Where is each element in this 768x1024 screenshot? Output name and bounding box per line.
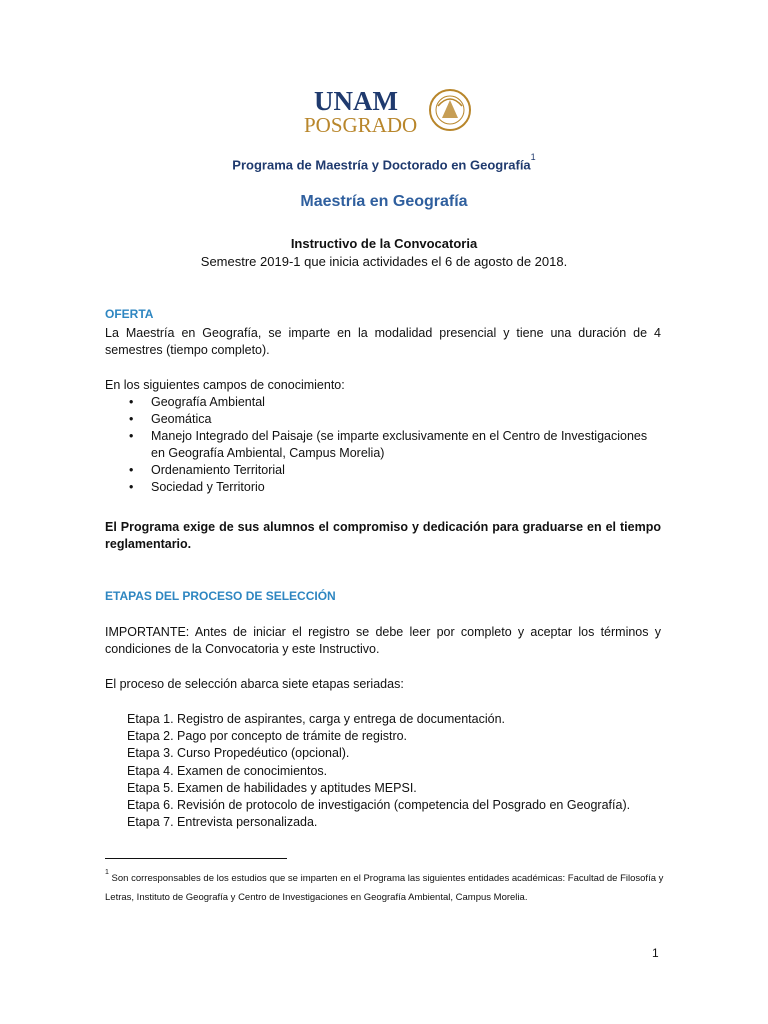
list-item	[105, 411, 661, 428]
campo-label: Manejo Integrado del Paisaje (se imparte exclusivamente en el Centro de Investigaciones en Geografía Ambiental, Campus Morelia)	[151, 429, 648, 460]
unam-posgrado-logo	[302, 84, 472, 140]
page-number: 1	[652, 946, 659, 960]
list-item	[105, 462, 661, 479]
bullet-icon: •	[129, 480, 134, 494]
list-item: Etapa 2. Pago por concepto de trámite de registro.	[127, 729, 408, 744]
list-item: Etapa 1. Registro de aspirantes, carga y entrega de documentación.	[127, 712, 506, 726]
etapas-list	[127, 711, 667, 831]
bullet-icon: •	[129, 429, 134, 443]
degree-title: Maestría en Geografía	[300, 193, 468, 210]
logo-graphic	[302, 84, 472, 140]
list-item	[105, 428, 661, 462]
bullet-icon: •	[129, 412, 134, 426]
list-item: Etapa 7. Entrevista personalizada.	[127, 815, 318, 830]
semester-line: Semestre 2019-1 que inicia actividades el 6 de agosto de 2018.	[200, 254, 568, 269]
campos-intro: En los siguientes campos de conocimiento:	[105, 378, 345, 392]
campo-label: Geografía Ambiental	[151, 395, 265, 409]
oferta-paragraph: La Maestría en Geografía, se imparte en la modalidad presencial y tiene una duración de 4 semestres (tiempo completo).	[105, 326, 661, 357]
bullet-icon: •	[129, 395, 134, 409]
importante-paragraph	[105, 624, 661, 658]
footnote-text: Son corresponsables de los estudios que se imparten en el Programa las siguientes entidades académicas: Facultad de Filosofía y Letras, Instituto de Geografía y Centro de Investigaciones en Geografía Ambiental, Campus Morelia.	[105, 873, 664, 904]
list-item	[105, 394, 661, 411]
compromiso-paragraph: El Programa exige de sus alumnos el compromiso y dedicación para graduarse en el tiempo reglamentario.	[105, 520, 661, 551]
program-title	[0, 152, 768, 173]
list-item	[105, 479, 661, 496]
campos-list	[105, 394, 661, 496]
logo-line1: UNAM	[314, 86, 398, 116]
list-item: Etapa 5. Examen de habilidades y aptitudes MEPSI.	[127, 780, 417, 795]
footnote-mark: 1	[105, 869, 109, 876]
list-item: Etapa 3. Curso Propedéutico (opcional).	[127, 746, 350, 761]
instructivo-title: Instructivo de la Convocatoria	[290, 236, 478, 251]
program-footnote-mark: 1	[530, 152, 536, 162]
unam-seal-icon	[430, 90, 470, 130]
logo-line2: POSGRADO	[304, 113, 418, 137]
campo-label: Geomática	[151, 412, 212, 426]
program-title-text: Programa de Maestría y Doctorado en Geografía	[232, 157, 531, 173]
footnote	[105, 866, 665, 907]
importante-text: Antes de iniciar el registro se debe leer por completo y aceptar los términos y condiciones de la Convocatoria y este Instructivo.	[105, 625, 661, 656]
campo-label: Sociedad y Territorio	[151, 480, 265, 494]
campo-label: Ordenamiento Territorial	[151, 463, 285, 477]
list-item: Etapa 4. Examen de conocimientos.	[127, 763, 328, 778]
etapas-intro: El proceso de selección abarca siete etapas seriadas:	[105, 677, 404, 691]
etapas-heading: ETAPAS DEL PROCESO DE SELECCIÓN	[105, 589, 336, 603]
footnote-divider	[105, 858, 287, 859]
oferta-heading: OFERTA	[105, 307, 154, 321]
list-item: Etapa 6. Revisión de protocolo de investigación (competencia del Posgrado en Geografía).	[127, 798, 631, 813]
bullet-icon: •	[129, 463, 134, 477]
importante-label: IMPORTANTE:	[105, 625, 190, 639]
